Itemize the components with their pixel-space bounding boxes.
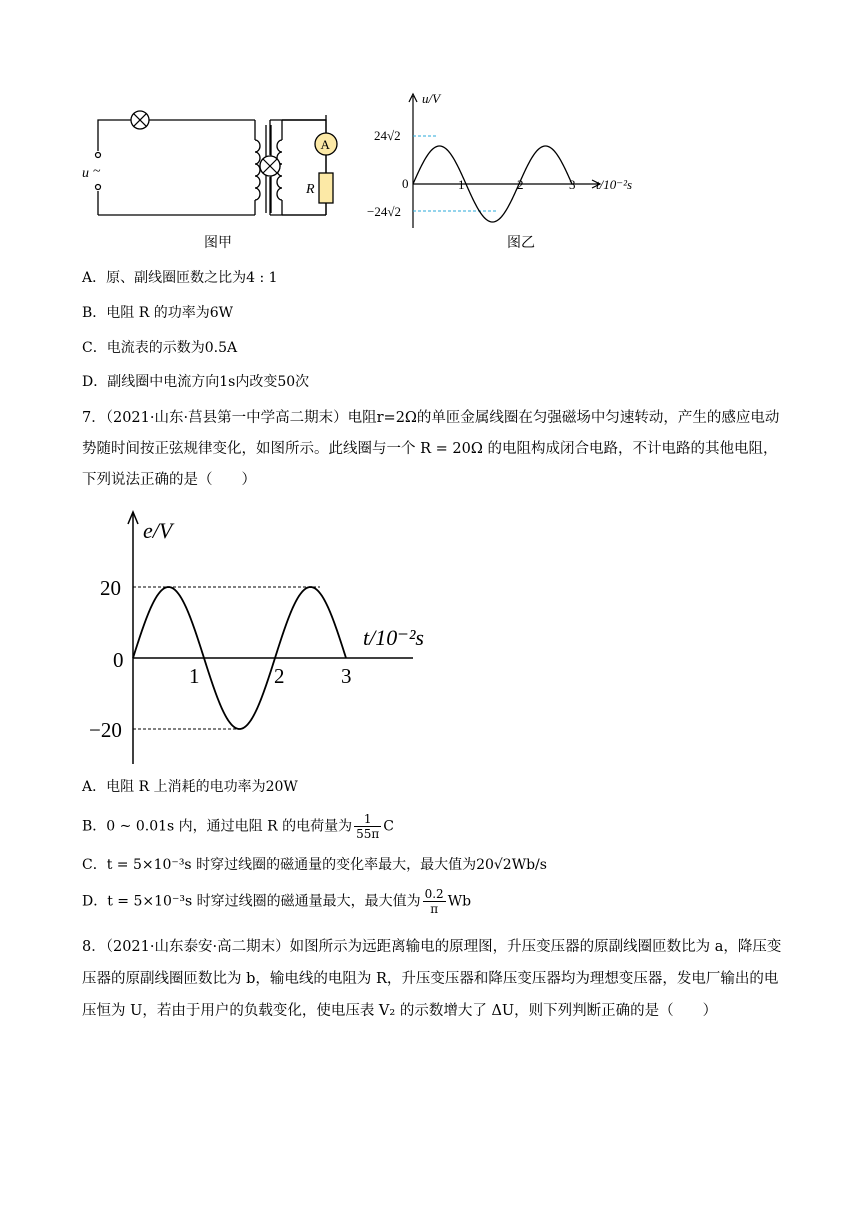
ammeter-label: A (320, 137, 330, 152)
y-max-label: 24√2 (374, 128, 401, 143)
tick1-small: 1 (458, 177, 465, 192)
q6-option-d: D．副线圈中电流方向1s内改变50次 (82, 374, 310, 390)
axis-x-label: t/10⁻²s (363, 625, 424, 650)
q7-option-a: A．电阻 R 上消耗的电功率为20W (82, 779, 298, 795)
figure-caption-jia: 图甲 (204, 235, 232, 251)
figure-caption-yi: 图乙 (507, 235, 535, 251)
tick3-small: 3 (569, 177, 576, 192)
y-tick-0: 0 (113, 648, 124, 672)
q7-option-d: D．t = 5×10⁻³s 时穿过线圈的磁通量最大，最大值为 $\frac{0.2}{\pi}$ Wb (82, 887, 472, 916)
axis-x-label-small: t/10⁻²s (596, 177, 633, 192)
y-tick-neg20: −20 (89, 718, 122, 742)
question-8: 8．（2021·山东泰安·高二期末）如图所示为远距离输电的原理图，升压变压器的原副线圈匝数比为 a，降压变压器的原副线圈匝数比为 b，输电线的电阻为 R，升压变压器和降压变压器均为理想变压器，发电厂输出的电压恒为 U，若由于用户的负载变化，使电压表 V₂ 的示数增大了 ΔU，则下列判断正确的是（ ） (82, 939, 782, 1019)
question-7: 7．（2021·山东·莒县第一中学高二期末）电阻r=2Ω的单匝金属线圈在匀强磁场中匀速转动，产生的感应电动势随时间按正弦规律变化，如图所示。此线圈与一个 R = 20Ω 的电阻构成闭合电路，不计电路的其他电阻，下列说法正确的是（ ） (82, 410, 780, 488)
y-tick-20: 20 (100, 576, 121, 600)
resistor-label: R (306, 182, 315, 197)
source-label: u (82, 166, 89, 181)
y-min-label: −24√2 (367, 204, 401, 219)
x-tick-2: 2 (274, 664, 285, 688)
q6-option-c: C．电流表的示数为0.5A (82, 340, 238, 356)
ac-symbol: ~ (93, 164, 101, 179)
x-tick-3: 3 (341, 664, 352, 688)
sine-figure-yi (360, 88, 660, 238)
axis-y-label-small: u/V (422, 91, 441, 106)
resistor-icon (319, 173, 333, 203)
q6-option-b: B．电阻 R 的功率为6W (82, 305, 234, 321)
q6-option-a: A．原、副线圈匝数之比为4 : 1 (82, 270, 278, 286)
x-tick-1: 1 (189, 664, 200, 688)
axis-y-label: e/V (143, 518, 173, 543)
q7-option-b: B．0 ~ 0.01s 内，通过电阻 R 的电荷量为 $\frac{1}{55\pi}$ C (82, 812, 394, 841)
tick2-small: 2 (517, 177, 524, 192)
q7-option-c: C．t = 5×10⁻³s 时穿过线圈的磁通量的变化率最大，最大值为20√2Wb/s (82, 857, 547, 873)
emf-chart (89, 508, 455, 770)
origin-small: 0 (402, 176, 409, 191)
circuit-right-branch (262, 95, 362, 255)
